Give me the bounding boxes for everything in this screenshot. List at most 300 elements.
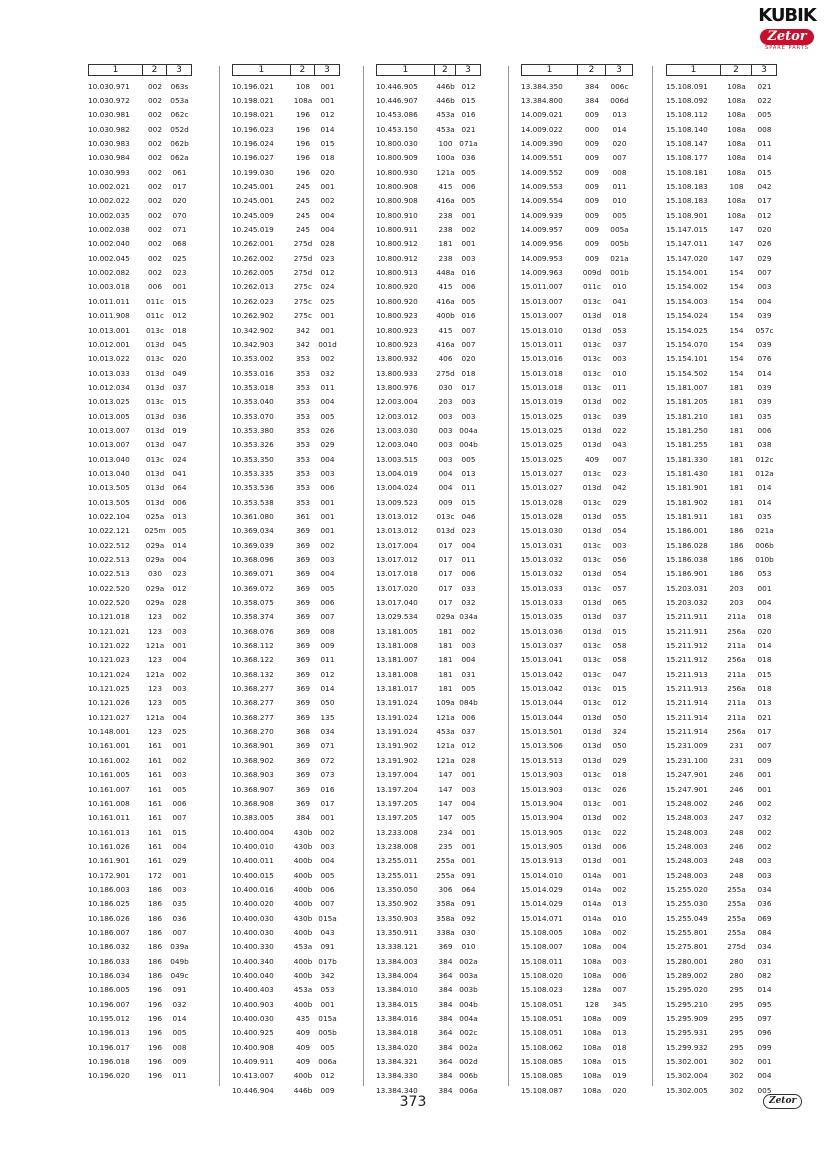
position-number: 016 [461, 268, 476, 278]
part-number: 10.800.908 [376, 196, 418, 206]
column-header [666, 64, 777, 76]
figure-number: 108a [727, 196, 746, 206]
figure-number: 369 [296, 626, 310, 636]
table-row [666, 108, 777, 122]
table-row [232, 925, 340, 939]
part-number: 15.013.007 [521, 296, 563, 306]
figure-number: 400b [293, 999, 313, 1009]
part-number: 10.196.020 [88, 1071, 130, 1081]
figure-number: 246 [729, 798, 744, 808]
part-number: 10.368.122 [232, 655, 274, 665]
part-number: 10.013.505 [88, 497, 130, 507]
column-header-cell: 2 [434, 65, 455, 75]
table-row [232, 466, 340, 480]
part-number: 10.800.920 [376, 296, 418, 306]
part-number: 10.022.104 [88, 511, 130, 521]
figure-number: 108a [727, 153, 746, 163]
figure-number: 109a [436, 698, 455, 708]
part-number: 10.369.039 [232, 540, 274, 550]
figure-number: 181 [729, 397, 744, 407]
part-number: 10.022.513 [88, 569, 130, 579]
part-number: 10.013.025 [88, 397, 130, 407]
figure-number: 013d [582, 712, 602, 722]
figure-number: 295 [729, 985, 744, 995]
figure-number: 181 [729, 497, 744, 507]
figure-number: 108a [727, 167, 746, 177]
figure-number: 196 [296, 124, 310, 134]
part-number: 10.013.007 [88, 440, 130, 450]
position-number: 003 [172, 684, 187, 694]
table-row [521, 409, 633, 423]
figure-number: 384 [438, 999, 453, 1009]
figure-number: 009 [585, 239, 599, 249]
position-number: 021 [757, 81, 772, 91]
part-number: 14.009.021 [521, 110, 563, 120]
part-number: 10.368.277 [232, 712, 274, 722]
table-row [88, 739, 192, 753]
part-number: 10.186.026 [88, 913, 130, 923]
table-row [88, 495, 192, 509]
table-row [666, 782, 777, 796]
part-number: 10.013.505 [88, 483, 130, 493]
table-row [666, 710, 777, 724]
figure-number: 203 [438, 397, 453, 407]
table-row [521, 423, 633, 437]
table-row [232, 825, 340, 839]
part-number: 10.013.005 [88, 411, 130, 421]
position-number: 012 [172, 311, 187, 321]
figure-number: 369 [296, 540, 310, 550]
figure-number: 400b [293, 1071, 313, 1081]
figure-number: 013d [436, 526, 455, 536]
figure-number: 002 [148, 153, 162, 163]
column-header-cell: 3 [166, 65, 191, 75]
table-row [376, 466, 481, 480]
table-row [88, 438, 192, 452]
table-row [521, 581, 633, 595]
figure-number: 384 [438, 1085, 453, 1095]
part-number: 10.030.972 [88, 96, 130, 106]
part-number: 10.368.903 [232, 770, 274, 780]
table-row [88, 868, 192, 882]
table-row [232, 753, 340, 767]
page-number: 373 [399, 1094, 427, 1110]
position-number: 028 [172, 598, 187, 608]
part-number: 13.003.030 [376, 425, 418, 435]
figure-number: 009 [585, 196, 599, 206]
position-number: 003 [612, 540, 627, 550]
figure-number: 384 [438, 1071, 453, 1081]
table-row [376, 452, 481, 466]
part-number: 10.453.150 [376, 124, 418, 134]
figure-number: 181 [438, 684, 453, 694]
table-row [376, 811, 481, 825]
position-number: 004b [459, 440, 478, 450]
part-number: 10.121.025 [88, 684, 130, 694]
table-row [376, 897, 481, 911]
table-row [232, 265, 340, 279]
figure-number: 013d [582, 813, 602, 823]
table-row [232, 481, 340, 495]
part-number: 10.800.908 [376, 182, 418, 192]
figure-number: 446b [436, 81, 455, 91]
figure-number: 009 [585, 110, 599, 120]
position-number: 021a [610, 253, 629, 263]
table-row [88, 567, 192, 581]
table-row [376, 165, 481, 179]
position-number: 003 [461, 397, 476, 407]
position-number: 018 [757, 684, 772, 694]
column-header-cell: 1 [402, 65, 409, 75]
position-number: 050 [612, 741, 627, 751]
table-row [232, 624, 340, 638]
table-row [521, 309, 633, 323]
figure-number: 435 [296, 1014, 310, 1024]
part-number: 10.262.023 [232, 296, 274, 306]
part-number: 10.262.001 [232, 239, 274, 249]
position-number: 034 [757, 942, 772, 952]
table-row [521, 93, 633, 107]
part-number: 10.148.001 [88, 727, 130, 737]
position-number: 002 [461, 626, 476, 636]
brand-name: KUBIK [758, 5, 816, 26]
figure-number: 013c [583, 296, 601, 306]
figure-number: 186 [729, 569, 744, 579]
figure-number: 353 [296, 397, 310, 407]
figure-number: 353 [296, 454, 310, 464]
figure-number: 108a [582, 927, 602, 937]
position-number: 001 [320, 999, 335, 1009]
position-number: 046 [461, 511, 476, 521]
table-row [666, 595, 777, 609]
figure-number: 248 [729, 856, 744, 866]
part-number: 10.196.018 [88, 1057, 130, 1067]
figure-number: 409 [296, 1028, 310, 1038]
part-number: 10.409.911 [232, 1057, 274, 1067]
position-number: 041 [172, 468, 187, 478]
position-number: 021 [757, 712, 772, 722]
part-number: 15.302.001 [666, 1057, 708, 1067]
figure-number: 196 [148, 1071, 162, 1081]
figure-number: 196 [148, 999, 162, 1009]
part-number: 15.154.001 [666, 268, 708, 278]
part-number: 13.017.004 [376, 540, 418, 550]
figure-number: 369 [296, 555, 310, 565]
figure-number: 108a [727, 96, 746, 106]
figure-number: 384 [438, 1014, 453, 1024]
column-header-cell: 1 [112, 65, 119, 75]
part-number: 10.161.007 [88, 784, 130, 794]
part-number: 15.211.914 [666, 727, 708, 737]
figure-number: 275d [293, 268, 313, 278]
part-number: 15.248.003 [666, 841, 708, 851]
part-number: 15.013.007 [521, 311, 563, 321]
position-number: 010 [612, 196, 627, 206]
part-number: 10.172.901 [88, 870, 130, 880]
figure-number: 400b [293, 870, 313, 880]
position-number: 011 [612, 382, 627, 392]
table-row [376, 624, 481, 638]
part-number: 14.009.554 [521, 196, 563, 206]
position-number: 049c [170, 970, 189, 980]
table-row [666, 79, 777, 93]
figure-number: 161 [148, 770, 162, 780]
position-number: 057 [612, 583, 627, 593]
table-row [232, 638, 340, 652]
figure-number: 009 [585, 253, 599, 263]
part-number: 15.181.430 [666, 468, 708, 478]
table-row [376, 151, 481, 165]
table-row [232, 222, 340, 236]
part-number: 10.161.901 [88, 856, 130, 866]
position-number: 064 [461, 884, 476, 894]
part-number: 15.255.020 [666, 884, 708, 894]
table-row [232, 294, 340, 308]
figure-number: 108a [293, 96, 313, 106]
table-row [666, 768, 777, 782]
table-row [376, 1069, 481, 1083]
table-column [666, 64, 777, 1097]
figure-number: 013d [582, 440, 602, 450]
position-number: 005 [172, 526, 187, 536]
position-number: 029 [172, 856, 187, 866]
position-number: 001 [461, 210, 476, 220]
position-number: 018 [461, 368, 476, 378]
position-number: 097 [757, 1014, 772, 1024]
figure-number: 384 [438, 1042, 453, 1052]
position-number: 012 [320, 110, 335, 120]
position-number: 036 [172, 411, 187, 421]
part-number: 10.121.027 [88, 712, 130, 722]
position-number: 010 [461, 942, 476, 952]
part-number: 13.384.016 [376, 1014, 418, 1024]
figure-number: 003 [438, 425, 453, 435]
figure-number: 161 [148, 741, 162, 751]
column-header-cell: 1 [546, 65, 553, 75]
figure-number: 161 [148, 813, 162, 823]
table-row [521, 151, 633, 165]
part-number: 13.029.534 [376, 612, 418, 622]
figure-number: 123 [148, 626, 162, 636]
figure-number: 013d [582, 311, 602, 321]
part-number: 13.255.011 [376, 870, 418, 880]
part-number: 15.013.031 [521, 540, 563, 550]
position-number: 002 [612, 884, 627, 894]
figure-number: 255a [436, 870, 455, 880]
figure-number: 275d [293, 253, 313, 263]
position-number: 015 [612, 1057, 627, 1067]
table-row [376, 940, 481, 954]
figure-number: 154 [729, 325, 744, 335]
figure-number: 154 [729, 268, 744, 278]
figure-number: 234 [438, 827, 453, 837]
part-number: 10.012.001 [88, 339, 130, 349]
part-number: 10.353.040 [232, 397, 274, 407]
part-number: 10.368.277 [232, 684, 274, 694]
position-number: 023 [320, 253, 335, 263]
position-number: 008 [757, 124, 772, 134]
position-number: 015 [757, 669, 772, 679]
part-number: 10.013.040 [88, 454, 130, 464]
part-number: 15.181.210 [666, 411, 708, 421]
figure-number: 029a [145, 540, 165, 550]
figure-number: 013c [583, 770, 601, 780]
position-number: 001 [461, 239, 476, 249]
table-row [232, 352, 340, 366]
figure-number: 211a [727, 698, 746, 708]
part-number: 15.013.913 [521, 856, 563, 866]
figure-number: 013c [146, 397, 164, 407]
part-number: 13.350.902 [376, 899, 418, 909]
position-number: 007 [320, 612, 335, 622]
part-number: 15.108.091 [666, 81, 708, 91]
position-number: 034 [320, 727, 335, 737]
position-number: 009 [172, 1057, 187, 1067]
table-row [376, 237, 481, 251]
table-row [232, 681, 340, 695]
figure-number: 029a [145, 583, 165, 593]
part-number: 10.030.993 [88, 167, 130, 177]
part-number: 10.400.040 [232, 970, 274, 980]
part-number: 13.384.015 [376, 999, 418, 1009]
table-row [376, 93, 481, 107]
table-row [232, 409, 340, 423]
table-row [521, 954, 633, 968]
figure-number: 353 [296, 468, 310, 478]
table-row [376, 251, 481, 265]
part-number: 14.009.390 [521, 139, 563, 149]
part-number: 13.800.976 [376, 382, 418, 392]
table-row [88, 294, 192, 308]
position-number: 062c [170, 110, 189, 120]
table-row [88, 940, 192, 954]
figure-number: 002 [148, 139, 162, 149]
table-row [666, 466, 777, 480]
figure-number: 211a [727, 712, 746, 722]
figure-number: 358a [436, 913, 455, 923]
table-row [666, 395, 777, 409]
part-number: 10.353.536 [232, 483, 274, 493]
part-number: 15.108.005 [521, 927, 563, 937]
part-number: 10.198.021 [232, 96, 274, 106]
table-row [521, 108, 633, 122]
position-number: 034 [757, 884, 772, 894]
figure-number: 248 [729, 870, 744, 880]
table-row [376, 681, 481, 695]
position-number: 001 [320, 511, 335, 521]
table-row [666, 854, 777, 868]
part-number: 13.197.205 [376, 798, 418, 808]
part-number: 15.181.902 [666, 497, 708, 507]
part-number: 15.181.330 [666, 454, 708, 464]
table-row [666, 624, 777, 638]
table-row [666, 280, 777, 294]
table-row [232, 1026, 340, 1040]
part-number: 13.350.050 [376, 884, 418, 894]
figure-number: 154 [729, 282, 744, 292]
figure-number: 246 [729, 784, 744, 794]
part-number: 10.358.075 [232, 598, 274, 608]
figure-number: 275c [294, 282, 312, 292]
position-number: 010 [612, 368, 627, 378]
position-number: 073 [320, 770, 335, 780]
table-row [88, 624, 192, 638]
position-number: 006 [757, 425, 772, 435]
part-number: 10.400.004 [232, 827, 274, 837]
position-number: 039a [170, 942, 189, 952]
position-number: 071 [320, 741, 335, 751]
part-number: 10.353.335 [232, 468, 274, 478]
table-row [521, 739, 633, 753]
table-row [88, 194, 192, 208]
part-number: 10.800.912 [376, 253, 418, 263]
table-row [88, 1054, 192, 1068]
figure-number: 196 [148, 1057, 162, 1067]
figure-number: 275d [436, 368, 455, 378]
part-number: 10.400.030 [232, 913, 274, 923]
position-number: 001 [320, 325, 335, 335]
table-row [232, 710, 340, 724]
position-number: 084b [459, 698, 478, 708]
position-number: 014 [757, 985, 772, 995]
table-column [376, 64, 481, 1097]
position-number: 012a [755, 468, 774, 478]
figure-number: 275d [293, 239, 313, 249]
position-number: 036 [172, 913, 187, 923]
part-number: 10.199.030 [232, 167, 274, 177]
figure-number: 128 [585, 999, 599, 1009]
position-number: 005 [461, 167, 476, 177]
position-number: 015 [461, 96, 476, 106]
table-row [521, 1040, 633, 1054]
table-row [376, 194, 481, 208]
table-row [521, 1026, 633, 1040]
part-number: 10.245.001 [232, 196, 274, 206]
position-number: 002 [461, 225, 476, 235]
position-number: 004 [320, 454, 335, 464]
part-number: 15.211.911 [666, 612, 708, 622]
column-header [521, 64, 633, 76]
part-number: 10.342.902 [232, 325, 274, 335]
table-row [666, 681, 777, 695]
table-row [376, 782, 481, 796]
position-number: 015 [320, 139, 335, 149]
position-number: 002 [612, 927, 627, 937]
part-number: 15.108.112 [666, 110, 708, 120]
position-number: 003 [461, 411, 476, 421]
figure-number: 353 [296, 483, 310, 493]
part-number: 10.186.033 [88, 956, 130, 966]
figure-number: 369 [296, 684, 310, 694]
table-row [232, 882, 340, 896]
position-number: 007 [320, 899, 335, 909]
part-number: 13.384.010 [376, 985, 418, 995]
position-number: 029 [612, 755, 627, 765]
position-number: 015 [612, 626, 627, 636]
position-number: 003 [757, 870, 772, 880]
table-row [666, 610, 777, 624]
position-number: 006 [612, 970, 627, 980]
table-row [521, 323, 633, 337]
table-row [376, 366, 481, 380]
table-row [88, 768, 192, 782]
position-number: 053 [612, 325, 627, 335]
position-number: 005a [610, 225, 629, 235]
table-row [666, 409, 777, 423]
table-row [666, 796, 777, 810]
part-number: 10.368.908 [232, 798, 274, 808]
position-number: 099 [757, 1042, 772, 1052]
